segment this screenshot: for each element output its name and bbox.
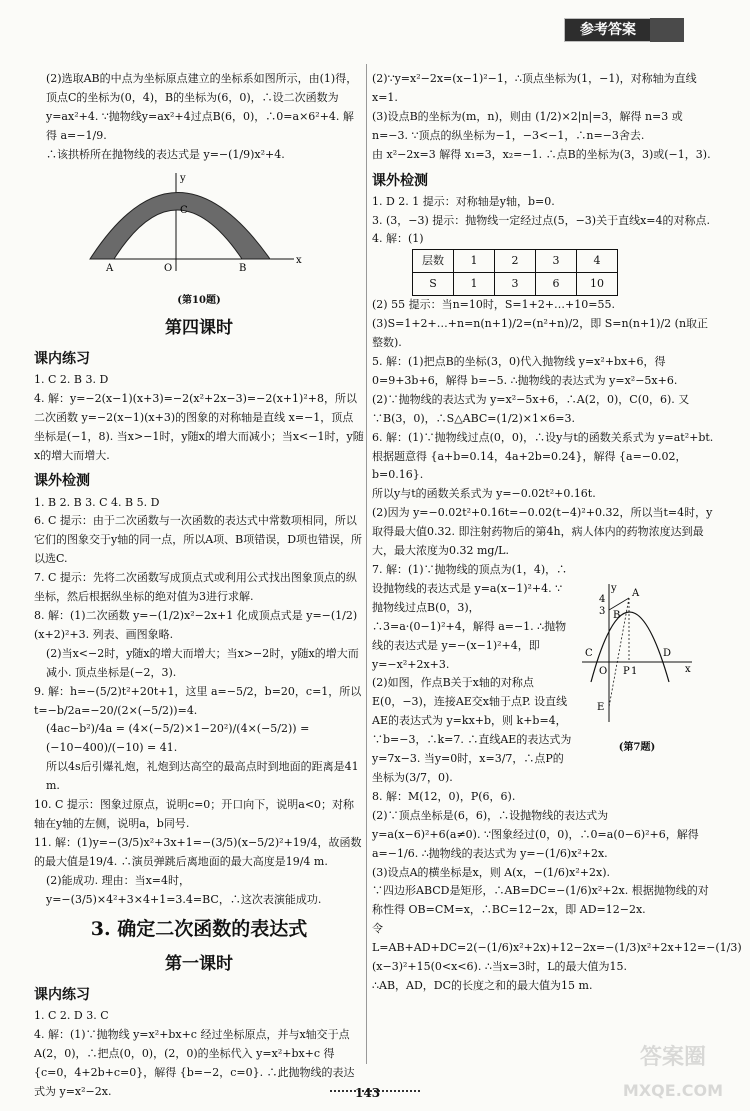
- header-stripe: [650, 18, 684, 42]
- fig10-b-label: B: [239, 262, 247, 274]
- layers-table: [412, 249, 618, 296]
- q6: 6. C 提示：由于二次函数与一次函数的表达式中常数项相同，所以它们的图象交于y轴的同一点，所以A项、B项错误，D项也错误，所以选C.: [34, 514, 363, 566]
- fig7-o-label: O: [599, 666, 608, 677]
- table-cell: 6: [536, 273, 577, 296]
- q10-part1: (2)选取AB的中点为坐标原点建立的坐标系如图所示，由(1)得，顶点C的坐标为(0，4)，B的坐标为(6，0)，∴设二次函数为y=ax²+4. ∵抛物线y=ax²+4过点B(6，0)，∴0=a×6²+4. 解得 a=−1/9.: [46, 72, 358, 142]
- header-title: 参考答案: [565, 19, 651, 41]
- fig7-c-label: C: [585, 648, 593, 659]
- q10: 10. C 提示：图象过原点，说明c=0；开口向下，说明a<0；对称轴在y轴的左侧，说明a，b同号.: [34, 798, 355, 830]
- lesson4-title: 第四课时: [165, 317, 233, 338]
- right-column: [372, 70, 742, 996]
- r-q4-3: (3)S=1+2+…+n=n(n+1)/2=(n²+n)/2，即 S=n(n+1)/2 (n取正整数).: [372, 317, 709, 350]
- q7: 7. C 提示：先将二次函数写成顶点式或利用公式找出图象顶点的纵坐标，然后根据纵坐标的绝对值为3进行求解.: [34, 571, 357, 604]
- r-q7-part2: (2)如图，作点B关于x轴的对称点E(0，−3)，连接AE交x轴于点P. 设直线AE的表达式为 y=kx+b，则 k+b=4，∵b=−3，∴k=7. ∴直线AE的表达式为 y=7x−3. 当y=0时，x=3/7，∴点P的坐标为(3/7，0).: [372, 676, 572, 784]
- table-row: [413, 273, 618, 296]
- table-cell: 3: [495, 273, 536, 296]
- fig7-tick3: 3: [599, 606, 606, 617]
- q8-part2: (2)当x<−2时，y随x的增大而增大；当x>−2时，y随x的增大而减小. 顶点坐标是(−2，3).: [46, 646, 359, 679]
- r-q6-part3: 所以y与t的函数关系式为 y=−0.02t²+0.16t.: [372, 487, 596, 501]
- table-cell: 2: [495, 250, 536, 273]
- table-row: [413, 250, 618, 273]
- fig7-x-label: x: [685, 664, 691, 675]
- r-q1: 1. D 2. 1 提示：对称轴是y轴，b=0.: [372, 194, 555, 208]
- q9-part3: 所以4s后引爆礼炮，礼炮到达高空的最高点时到地面的距离是41 m.: [46, 760, 359, 793]
- fig7-d-label: D: [663, 648, 672, 659]
- table-cell: 1: [454, 273, 495, 296]
- table-cell: 10: [577, 273, 618, 296]
- fig10-a-label: A: [106, 262, 114, 274]
- table-cell: S: [413, 273, 454, 296]
- table-cell: 1: [454, 250, 495, 273]
- watermark-logo: [608, 1039, 738, 1099]
- inner-practice-q4: 4. 解：y=−2(x−1)(x+3)=−2(x²+2x−3)=−2(x+1)²+8，所以二次函数 y=−2(x−1)(x+3)的图象的对称轴是直线 x=−1，顶点坐标是(−1，8). 当x>−1时，y随x的增大而减小；当x<−1时，y随x的增大而增大.: [34, 391, 364, 462]
- lesson1-title: 第一课时: [165, 954, 233, 975]
- figure-10: [84, 171, 364, 310]
- fig7-tick4: 4: [599, 594, 606, 605]
- fig10-x-label: x: [296, 254, 302, 266]
- fig7-p-label: P: [623, 666, 630, 677]
- r-q8-part2: (2)∵顶点坐标是(6，6)，∴设抛物线的表达式为 y=a(x−6)²+6(a≠0). ∵图象经过(0，0)，∴0=a(0−6)²+6，解得 a=−1/6. ∴抛物线的表达式为 y=−(1/6)x²+2x.: [372, 808, 699, 860]
- inner-practice-answers: 1. C 2. B 3. D: [34, 372, 109, 386]
- r-q4-2: (2) 55 提示：当n=10时，S=1+2+…+10=55.: [372, 298, 615, 312]
- r-q4-part4: 由 x²−2x=3 解得 x₁=3，x₂=−1. ∴点B的坐标为(3，3)或(−1，3).: [372, 147, 711, 161]
- r-q6-part4: (2)因为 y=−0.02t²+0.16t=−0.02(t−4)²+0.32，所以当t=4时，y取得最大值0.32. 即注射药物后的第4h，病人体内的药物浓度达到最大，最大浓度为0.32 mg/L.: [372, 506, 713, 558]
- outer-test-answers: 1. B 2. B 3. C 4. B 5. D: [34, 495, 160, 509]
- q10-part2: ∴该拱桥所在抛物线的表达式是 y=−(1/9)x²+4.: [46, 147, 285, 161]
- r-q4-part3: (3)设点B的坐标为(m，n)，则由 (1/2)×2|n|=3，解得 n=3 或 n=−3. ∵顶点的纵坐标为−1，−3<−1，∴n=−3舍去.: [372, 109, 683, 142]
- fig10-caption: (第10题): [177, 295, 221, 307]
- r-q3: 3. (3，−3) 提示：抛物线一定经过点(5，−3)关于直线x=4的对称点.: [372, 213, 710, 227]
- left-column: [34, 70, 364, 1102]
- fig10-c-label: C: [180, 204, 188, 216]
- outer-test-heading: 课外检测: [34, 473, 90, 490]
- inner-practice2-answers: 1. C 2. D 3. C: [34, 1009, 109, 1023]
- r-q5-part2: (2)∵抛物线的表达式为 y=x²−5x+6，∴A(2，0)，C(0，6). 又∵B(3，0)，∴S△ABC=(1/2)×1×6=3.: [372, 392, 690, 425]
- inner-practice2-q4: 4. 解：(1)∵抛物线 y=x²+bx+c 经过坐标原点，并与x轴交于点A(2，0)，∴把点(0，0)，(2，0)的坐标代入 y=x²+bx+c 得 {c=0，4+2b+c=0}，解得 {b=−2，c=0}. ∴此抛物线的表达式为 y=x²−2x.: [34, 1028, 355, 1099]
- r-q8-part5: 令 L=AB+AD+DC=2(−(1/6)x²+2x)+12−2x=−(1/3)x²+2x+12=−(1/3)(x−3)²+15(0<x<6). ∴当x=3时，L的最大值为15.: [372, 922, 742, 974]
- fig7-e-label: E: [597, 702, 605, 713]
- fig7-b-label: B: [613, 610, 621, 621]
- watermark-bottom: MXQE.COM: [622, 1080, 724, 1100]
- table-cell: 3: [536, 250, 577, 273]
- r-q6-part2: 根据题意得 {a+b=0.14，4a+2b=0.24}，解得 {a=−0.02，b=0.16}.: [372, 449, 687, 482]
- r-q5-part1: 5. 解：(1)把点B的坐标(3，0)代入抛物线 y=x²+bx+6，得 0=9+3b+6，解得 b=−5. ∴抛物线的表达式为 y=x²−5x+6.: [372, 355, 678, 387]
- page-number: 143: [355, 1086, 381, 1100]
- table-cell: 4: [577, 250, 618, 273]
- fig7-caption: (第7题): [618, 741, 656, 753]
- inner-practice-heading: 课内练习: [34, 350, 90, 367]
- r-q4: 4. 解：(1): [372, 232, 424, 246]
- q11-part2: (2)能成功. 理由：当x=4时，y=−(3/5)×4²+3×4+1=3.4=BC，∴这次表演能成功.: [46, 873, 322, 906]
- r-q8-part3: (3)设点A的横坐标是x，则 A(x，−(1/6)x²+2x).: [372, 865, 610, 879]
- r-outer-test-heading: 课外检测: [372, 172, 428, 189]
- table-cell: 层数: [413, 250, 454, 273]
- q8-part1: 8. 解：(1)二次函数 y=−(1/2)x²−2x+1 化成顶点式是 y=−(1/2)(x+2)²+3. 列表、画图象略.: [34, 608, 358, 641]
- q9-part2: (4ac−b²)/4a = (4×(−5/2)×1−20²)/(4×(−5/2)) = (−10−400)/(−10) = 41.: [46, 722, 310, 755]
- fig7-a-label: A: [632, 588, 640, 599]
- fig10-y-label: y: [180, 172, 186, 184]
- r-q8-part6: ∴AB，AD，DC的长度之和的最大值为15 m.: [372, 978, 593, 992]
- r-q7-part1: 7. 解：(1)∵抛物线的顶点为(1，4)，∴设抛物线的表达式是 y=a(x−1)²+4. ∵抛物线过点B(0，3)，∴3=a·(0−1)²+4，解得 a=−1. ∴抛物线的表达式是 y=−(x−1)²+4，即 y=−x²+2x+3.: [372, 563, 568, 671]
- fig7-y-label: y: [611, 583, 617, 594]
- fig10-o-label: O: [164, 262, 173, 274]
- q11-part1: 11. 解：(1)y=−(3/5)x²+3x+1=−(3/5)(x−5/2)²+19/4，故函数的最大值是19/4. ∴演员弹跳后离地面的最大高度是19/4 m.: [34, 835, 362, 868]
- r-q8-part4: ∵四边形ABCD是矩形，∴AB=DC=−(1/6)x²+2x. 根据抛物线的对称性得 OB=CM=x，∴BC=12−2x，即 AD=12−2x.: [372, 884, 709, 917]
- figure-7: [577, 582, 697, 756]
- section3-title: 3. 确定二次函数的表达式: [90, 918, 308, 941]
- r-q8-part1: 8. 解：M(12，0)，P(6，6).: [372, 789, 516, 803]
- r-q6-part1: 6. 解：(1)∵抛物线过点(0，0)，∴设y与t的函数关系式为 y=at²+bt.: [372, 430, 714, 444]
- r-q4-part2: (2)∵y=x²−2x=(x−1)²−1，∴顶点坐标为(1，−1)，对称轴为直线 x=1.: [372, 72, 697, 104]
- inner-practice2-heading: 课内练习: [34, 987, 90, 1004]
- column-divider: [366, 64, 367, 1064]
- fig7-tick1: 1: [631, 666, 638, 677]
- q9-part1: 9. 解：h=−(5/2)t²+20t+1，这里 a=−5/2，b=20，c=1，所以 t=−b/2a=−20/(2×(−5/2))=4.: [34, 684, 362, 717]
- watermark-top: 答案圈: [639, 1045, 706, 1070]
